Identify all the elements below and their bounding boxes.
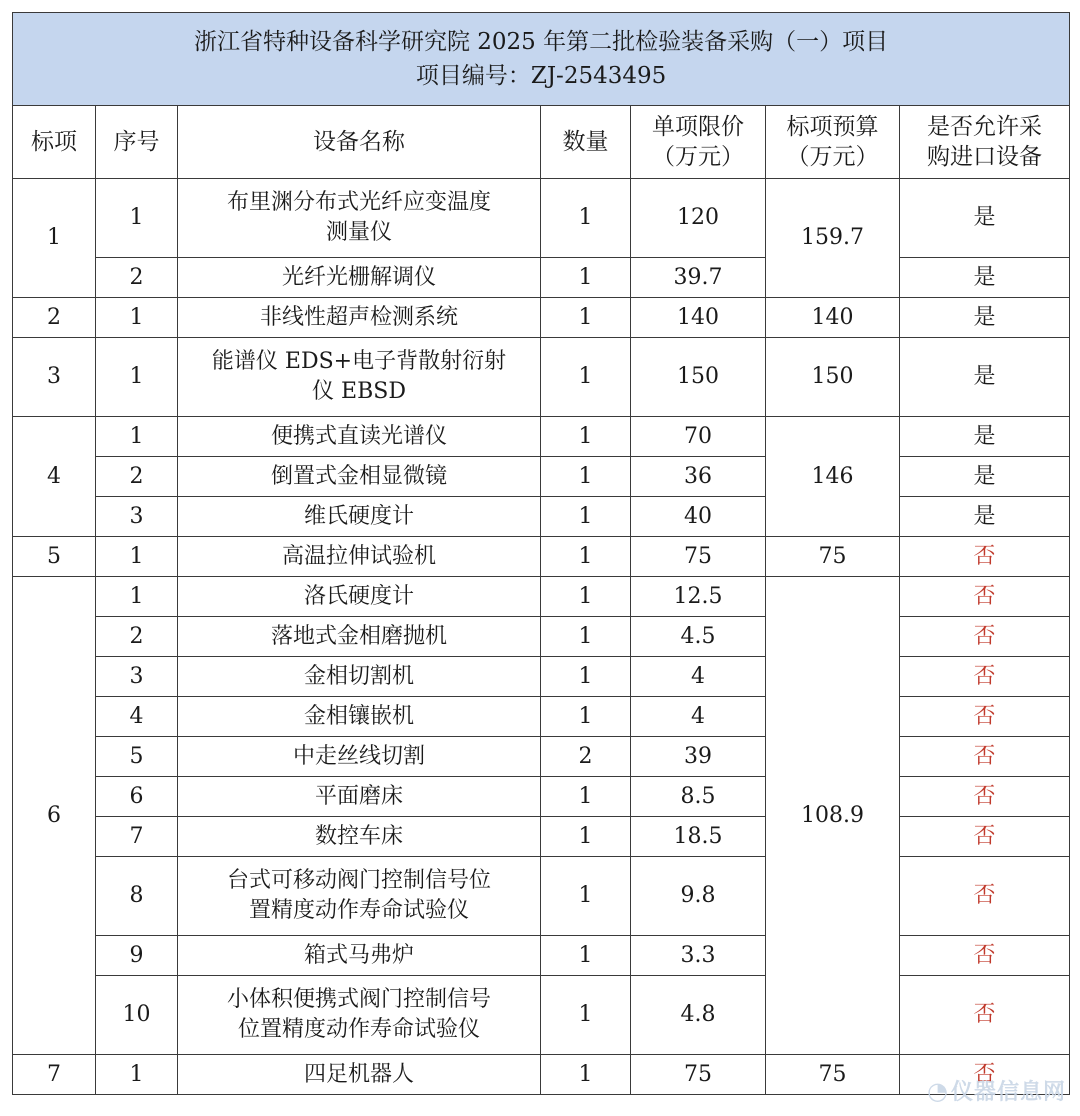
item-seq: 2 (96, 457, 178, 497)
item-import-allowed: 否 (900, 577, 1070, 617)
item-seq: 2 (96, 617, 178, 657)
item-name-line-2: 仪 EBSD (312, 379, 406, 404)
item-name-line-1: 光纤光栅解调仪 (281, 264, 436, 290)
item-import-allowed: 否 (900, 976, 1070, 1055)
item-import-allowed: 否 (900, 777, 1070, 817)
item-seq: 1 (96, 179, 178, 258)
item-qty: 1 (541, 936, 631, 976)
item-price: 70 (631, 417, 766, 457)
item-price: 150 (631, 338, 766, 417)
item-name-line-1: 非线性超声检测系统 (259, 304, 458, 330)
header-budget-line-2: （万元） (786, 144, 879, 170)
item-seq: 6 (96, 777, 178, 817)
item-price: 36 (631, 457, 766, 497)
item-name-line-2: 测量仪 (325, 220, 392, 245)
item-name (178, 1055, 541, 1095)
item-name (178, 936, 541, 976)
item-qty: 1 (541, 457, 631, 497)
item-qty: 1 (541, 657, 631, 697)
item-name-line-1: 高温拉伸试验机 (281, 543, 436, 569)
header-budget (766, 106, 900, 179)
watermark-text: 仪器信息网 (950, 1080, 1066, 1105)
item-seq: 1 (96, 338, 178, 417)
item-import-allowed: 否 (900, 657, 1070, 697)
item-qty: 1 (541, 298, 631, 338)
item-import-allowed: 是 (900, 258, 1070, 298)
lot-budget: 150 (766, 338, 900, 417)
table-row (13, 936, 1070, 976)
item-name (178, 497, 541, 537)
item-name-line-1: 金相镶嵌机 (303, 703, 414, 729)
item-name-line-1: 平面磨床 (314, 783, 403, 809)
item-name-line-1: 四足机器人 (303, 1061, 414, 1087)
header-budget-line-1: 标项预算 (786, 114, 879, 140)
item-name-line-2: 位置精度动作寿命试验仪 (237, 1017, 480, 1042)
lot-number: 3 (13, 338, 96, 417)
header-row (13, 106, 1070, 179)
table-row (13, 298, 1070, 338)
item-name-line-1: 小体积便携式阀门控制信号 (226, 987, 491, 1012)
table-row (13, 457, 1070, 497)
item-import-allowed: 否 (900, 817, 1070, 857)
lot-budget: 108.9 (766, 577, 900, 1055)
item-price: 18.5 (631, 817, 766, 857)
item-qty: 1 (541, 976, 631, 1055)
item-import-allowed: 是 (900, 457, 1070, 497)
header-import (900, 106, 1070, 179)
lot-budget: 146 (766, 417, 900, 537)
table-row (13, 537, 1070, 577)
item-price: 8.5 (631, 777, 766, 817)
item-qty: 1 (541, 817, 631, 857)
item-seq: 1 (96, 298, 178, 338)
header-seq: 序号 (96, 106, 178, 179)
item-seq: 9 (96, 936, 178, 976)
table-row (13, 1055, 1070, 1095)
item-import-allowed: 否 (900, 737, 1070, 777)
lot-number: 5 (13, 537, 96, 577)
item-import-allowed: 是 (900, 338, 1070, 417)
table-row (13, 179, 1070, 258)
item-name (178, 298, 541, 338)
item-name (178, 417, 541, 457)
item-name (178, 179, 541, 258)
item-price: 40 (631, 497, 766, 537)
item-name-line-1: 金相切割机 (303, 663, 414, 689)
procurement-table (12, 12, 1070, 1095)
item-price: 4.5 (631, 617, 766, 657)
item-name-line-1: 便携式直读光谱仪 (270, 423, 447, 449)
title-line-1: 浙江省特种设备科学研究院 2025 年第二批检验装备采购（一）项目 (193, 29, 889, 55)
header-import-line-2: 购进口设备 (927, 144, 1043, 170)
item-price: 39 (631, 737, 766, 777)
item-import-allowed: 是 (900, 179, 1070, 258)
table-row (13, 976, 1070, 1055)
header-import-line-1: 是否允许采 (927, 114, 1043, 140)
item-import-allowed: 是 (900, 417, 1070, 457)
item-seq: 1 (96, 417, 178, 457)
table-row (13, 657, 1070, 697)
item-name-line-1: 数控车床 (314, 823, 403, 849)
item-import-allowed: 否 (900, 857, 1070, 936)
table-body (13, 179, 1070, 1095)
item-qty: 1 (541, 697, 631, 737)
item-name (178, 457, 541, 497)
lot-number: 6 (13, 577, 96, 1055)
table-row (13, 777, 1070, 817)
item-name-line-1: 落地式金相磨抛机 (270, 623, 447, 649)
item-name-line-1: 中走丝线切割 (292, 743, 425, 769)
table-row (13, 817, 1070, 857)
table-row (13, 737, 1070, 777)
item-name (178, 697, 541, 737)
item-name (178, 976, 541, 1055)
item-name (178, 617, 541, 657)
item-qty: 1 (541, 537, 631, 577)
item-price: 39.7 (631, 258, 766, 298)
watermark (927, 1075, 1066, 1106)
item-qty: 1 (541, 258, 631, 298)
item-name (178, 737, 541, 777)
item-import-allowed: 否 (900, 1055, 1070, 1095)
item-qty: 2 (541, 737, 631, 777)
item-name (178, 577, 541, 617)
item-seq: 8 (96, 857, 178, 936)
item-qty: 1 (541, 857, 631, 936)
item-import-allowed: 否 (900, 537, 1070, 577)
item-import-allowed: 否 (900, 936, 1070, 976)
item-import-allowed: 否 (900, 697, 1070, 737)
item-name (178, 258, 541, 298)
item-seq: 3 (96, 657, 178, 697)
header-price-line-1: 单项限价 (652, 114, 744, 140)
lot-number: 1 (13, 179, 96, 298)
table-row (13, 577, 1070, 617)
item-seq: 4 (96, 697, 178, 737)
header-name: 设备名称 (178, 106, 541, 179)
item-price: 3.3 (631, 936, 766, 976)
item-name-line-1: 维氏硬度计 (303, 503, 414, 529)
item-name (178, 537, 541, 577)
item-qty: 1 (541, 617, 631, 657)
item-seq: 1 (96, 577, 178, 617)
lot-budget: 75 (766, 537, 900, 577)
item-name-line-1: 能谱仪 EDS+电子背散射衍射 (211, 349, 507, 374)
item-name-line-1: 箱式马弗炉 (303, 942, 414, 968)
item-seq: 5 (96, 737, 178, 777)
header-price-line-2: （万元） (652, 144, 744, 170)
watermark-logo-icon: ◔ (927, 1077, 949, 1105)
table-row (13, 497, 1070, 537)
item-price: 12.5 (631, 577, 766, 617)
table-row (13, 258, 1070, 298)
item-price: 4 (631, 697, 766, 737)
item-import-allowed: 否 (900, 617, 1070, 657)
item-qty: 1 (541, 577, 631, 617)
item-name (178, 657, 541, 697)
item-name (178, 857, 541, 936)
item-price: 4.8 (631, 976, 766, 1055)
item-qty: 1 (541, 338, 631, 417)
item-seq: 1 (96, 1055, 178, 1095)
item-qty: 1 (541, 497, 631, 537)
lot-budget: 75 (766, 1055, 900, 1095)
table-row (13, 338, 1070, 417)
table-row (13, 417, 1070, 457)
item-seq: 2 (96, 258, 178, 298)
lot-number: 2 (13, 298, 96, 338)
item-name-line-1: 洛氏硬度计 (303, 583, 414, 609)
item-price: 75 (631, 537, 766, 577)
item-seq: 1 (96, 537, 178, 577)
project-number: 项目编号：ZJ-2543495 (415, 63, 667, 89)
item-qty: 1 (541, 1055, 631, 1095)
lot-number: 7 (13, 1055, 96, 1095)
table-row (13, 617, 1070, 657)
header-lot: 标项 (13, 106, 96, 179)
item-seq: 3 (96, 497, 178, 537)
item-price: 140 (631, 298, 766, 338)
title-row (13, 13, 1070, 106)
item-qty: 1 (541, 179, 631, 258)
table-row (13, 857, 1070, 936)
item-qty: 1 (541, 417, 631, 457)
item-qty: 1 (541, 777, 631, 817)
item-import-allowed: 是 (900, 298, 1070, 338)
lot-number: 4 (13, 417, 96, 537)
item-price: 4 (631, 657, 766, 697)
item-import-allowed: 是 (900, 497, 1070, 537)
item-name-line-2: 置精度动作寿命试验仪 (248, 898, 469, 923)
item-price: 75 (631, 1055, 766, 1095)
item-name-line-1: 倒置式金相显微镜 (270, 463, 447, 489)
table-row (13, 697, 1070, 737)
lot-budget: 140 (766, 298, 900, 338)
item-seq: 7 (96, 817, 178, 857)
lot-budget: 159.7 (766, 179, 900, 298)
item-name-line-1: 台式可移动阀门控制信号位 (226, 868, 491, 893)
table-title (13, 13, 1070, 106)
header-price (631, 106, 766, 179)
item-name (178, 777, 541, 817)
item-price: 9.8 (631, 857, 766, 936)
header-qty: 数量 (541, 106, 631, 179)
item-price: 120 (631, 179, 766, 258)
item-seq: 10 (96, 976, 178, 1055)
item-name-line-1: 布里渊分布式光纤应变温度 (226, 190, 491, 215)
item-name (178, 338, 541, 417)
item-name (178, 817, 541, 857)
